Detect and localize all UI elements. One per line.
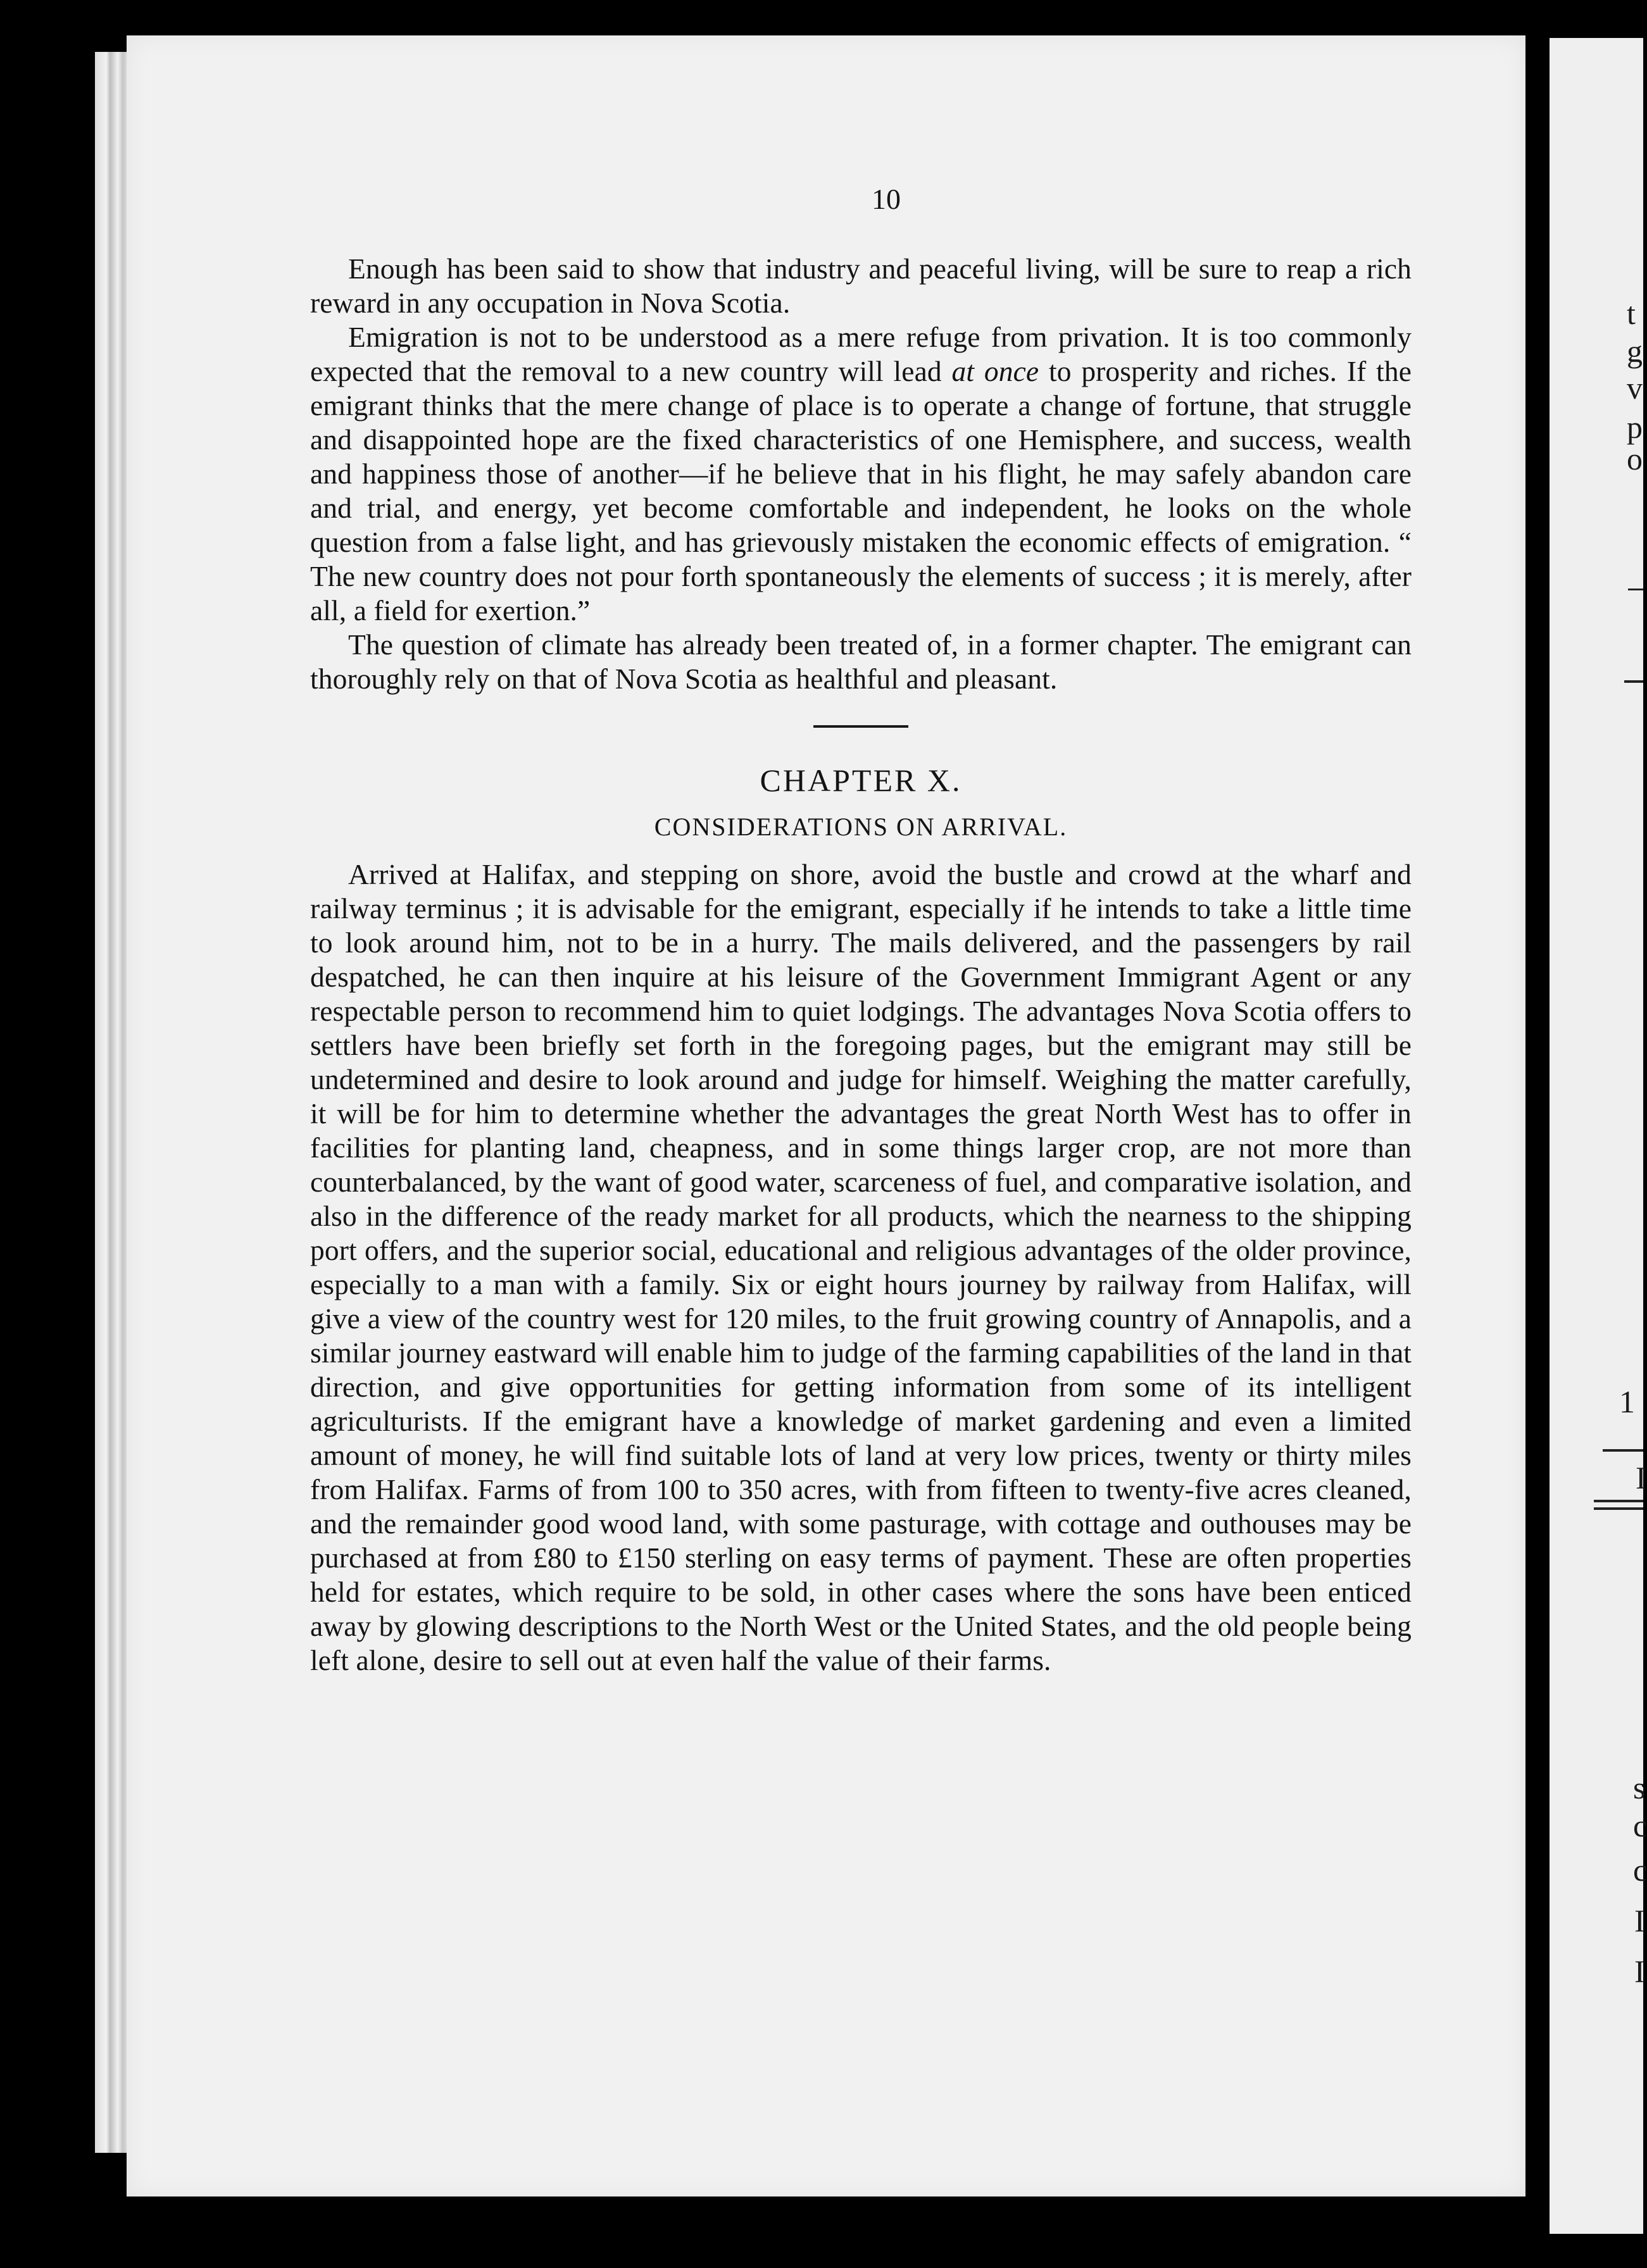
next-page-letter: I — [1634, 1953, 1645, 1989]
next-page-letter: v — [1627, 370, 1643, 406]
paragraph: The question of climate has already been treated of, in a former chapter. The emigrant can thoroughly rely on that of Nova Scotia as healthful and pleasant. — [310, 628, 1412, 695]
paragraph-text: Emigration is not to be understood as a mere refuge from privation. It is too commonly expected that the removal to a new country will lead — [310, 321, 1412, 387]
page-number: 10 — [872, 183, 901, 215]
next-page-letter: I — [1636, 1460, 1646, 1495]
next-page-rule — [1603, 1449, 1643, 1452]
next-page-letter: p — [1627, 409, 1643, 445]
next-page-letter: t — [1627, 296, 1636, 331]
paragraph — [310, 320, 1412, 628]
paragraph-text: to prosperity and riches. If the emigrant thinks that the mere change of place is to operate a change of fortune, that struggle and disappointed hope are the fixed characteristics of one Hemisphere, and success, wealth and happiness those of another—if he believe that in his flight, he may safely abandon care and trial, and energy, yet become comfortable and independent, he looks on the whole question from a false light, and has grievously mistaken the economic effects of emigration. “ The new country does not pour forth spontaneously the elements of success ; it is merely, after all, a field for exertion.” — [310, 355, 1412, 626]
next-page-rule — [1628, 589, 1643, 590]
next-page-rule — [1594, 1507, 1643, 1510]
paragraph: Enough has been said to show that industry and peaceful living, will be sure to reap a rich reward in any occupation in Nova Scotia. — [310, 252, 1412, 319]
page-content — [310, 177, 1412, 1678]
next-page-letter: 1 — [1619, 1384, 1635, 1419]
emphasis-text: at once — [951, 355, 1039, 387]
book-gutter — [1525, 0, 1550, 2268]
next-page-rule — [1624, 680, 1643, 683]
section-divider — [813, 725, 908, 728]
next-page-letter: I — [1634, 1903, 1645, 1938]
chapter-subtitle: CONSIDERATIONS ON ARRIVAL. — [654, 813, 1068, 841]
next-page-letter: s — [1633, 1770, 1646, 1805]
next-page-edge — [1550, 38, 1647, 2234]
next-page-letter: o — [1627, 441, 1643, 477]
chapter-paragraph: Arrived at Halifax, and stepping on shore, avoid the bustle and crowd at the wharf and railway terminus ; it is advisable for the emigrant, especially if he intends to take a little time to look around him, not to be in a hurry. The mails delivered, and the passengers by rail despatched, he can then inquire at his leisure of the Government Immigrant Agent or any respectable person to recommend him to quiet lodgings. The advantages Nova Scotia offers to settlers have been briefly set forth in the foregoing pages, but the emigrant may still be undetermined and desire to look around and judge for himself. Weighing the matter carefully, it will be for him to determine whether the advantages the great North West has to offer in facilities for planting land, cheapness, and in some things larger crop, are not more than counterbalanced, by the want of good water, scarceness of fuel, and comparative isolation, and also in the difference of the ready market for all products, which the nearness to the shipping port offers, and the superior social, educational and religious advantages of the older province, especially to a man with a family. Six or eight hours journey by railway from Halifax, will give a view of the country west for 120 miles, to the fruit growing country of Annapolis, and a similar journey eastward will enable him to judge of the farming capabilities of the land in that direction, and give opportunities for getting information from some of its intelligent agriculturists. If the emigrant have a knowledge of market gardening and even a limited amount of money, he will find suitable lots of land at very low prices, twenty or thirty miles from Halifax. Farms of from 100 to 350 acres, with from fifteen to twenty-five acres cleaned, and the remainder good wood land, with some pasturage, with cottage and outhouses may be purchased at from £80 to £150 sterling on easy terms of payment. These are often properties held for estates, which require to be sold, in other cases where the sons have been enticed away by glowing descriptions to the North West or the United States, and the old people being left alone, desire to sell out at even half the value of their farms. — [310, 858, 1412, 1676]
chapter-title: CHAPTER X. — [760, 763, 962, 798]
next-page-letter: c — [1633, 1852, 1647, 1888]
next-page-letter: c — [1633, 1808, 1647, 1843]
next-page-rule — [1594, 1500, 1643, 1502]
next-page-letter: g — [1627, 333, 1643, 369]
